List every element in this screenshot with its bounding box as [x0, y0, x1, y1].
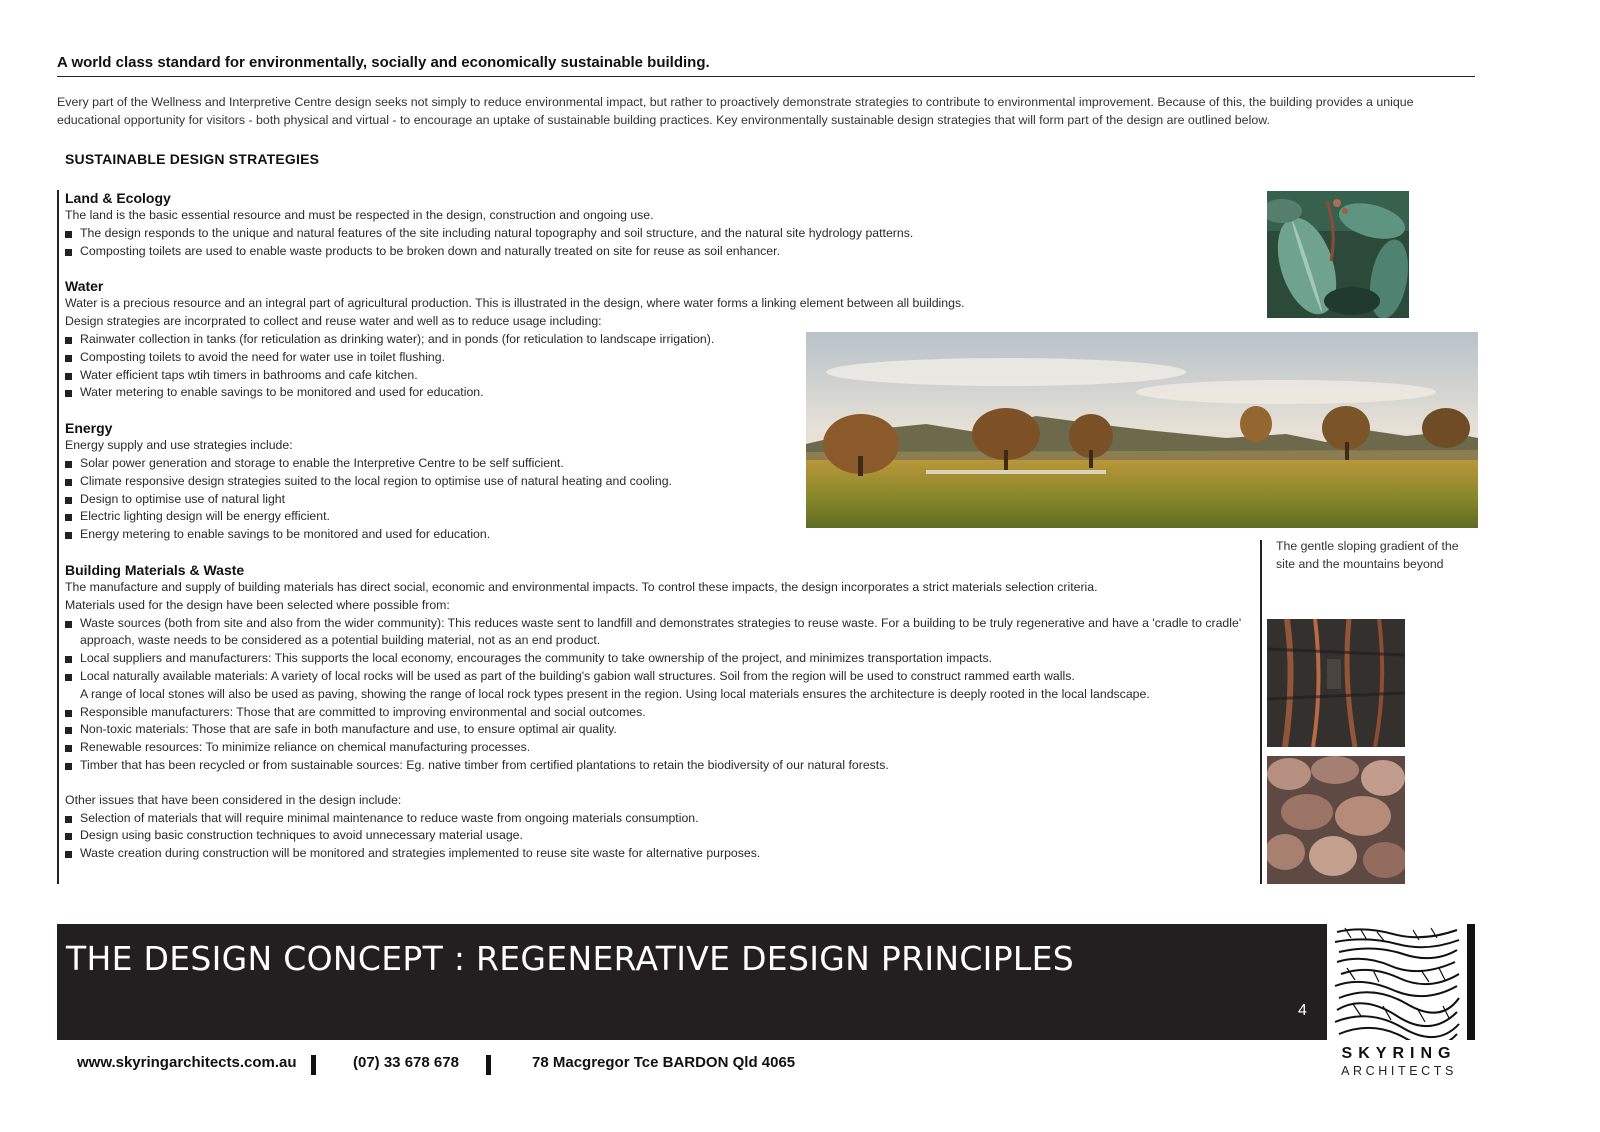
list-item: Energy metering to enable savings to be monitored and used for education. [65, 526, 1245, 544]
land-ecology-text: The land is the basic essential resource and must be respected in the design, construction and ongoing use. [65, 208, 654, 222]
list-item: Non-toxic materials: Those that are safe in both manufacture and use, to ensure optimal air quality. [65, 721, 1245, 739]
footer-separator [311, 1055, 316, 1075]
list-item: Water efficient taps wtih timers in bathrooms and cafe kitchen. [65, 367, 1245, 385]
materials-text: The manufacture and supply of building materials has direct social, economic and environmental impacts. To control these impacts, the design incorporates a strict materials selection criteria. [65, 579, 1098, 594]
list-item: Water metering to enable savings to be monitored and used for education. [65, 384, 1245, 402]
list-item-text: Local naturally available materials: A variety of local rocks will be used as part of the building's gabion wall structures. Soil from the region will be used to construct rammed earth walls. [80, 668, 1075, 683]
list-item: Waste creation during construction will be monitored and strategies implemented to reuse site waste for alternative purposes. [65, 845, 1245, 863]
materials-text: Materials used for the design have been selected where possible from: [65, 597, 450, 612]
caption-line: site and the mountains beyond [1276, 557, 1444, 571]
intro-paragraph: Every part of the Wellness and Interpretive Centre design seeks not simply to reduce environmental impact, but rather to proactively demonstrate strategies to contribute to environmental improvement. Because of this, the building provides a unique educational opportunity for visitors - both physical and virtual - to encourage an uptake of sustainable building practices. Key environmentally sustainable design strategies that will form part of the design are outlined below. [57, 95, 1414, 127]
energy-text: Energy supply and use strategies include: [65, 438, 293, 453]
caption-rule [1260, 540, 1262, 884]
other-issues-text: Other issues that have been considered in the design include: [65, 792, 402, 807]
rocks-photo [1267, 756, 1405, 884]
eucalyptus-leaves-photo [1267, 191, 1409, 318]
energy-heading: Energy [65, 420, 113, 437]
list-item: Design using basic construction techniques to avoid unnecessary material usage. [65, 827, 1245, 845]
list-item: Rainwater collection in tanks (for reticulation as drinking water); and in ponds (for reticulation to landscape irrigation). [65, 331, 1245, 349]
list-item: Design to optimise use of natural light [65, 491, 1245, 509]
skyring-logo-icon [1333, 924, 1461, 1040]
footer-address: 78 Macgregor Tce BARDON Qld 4065 [532, 1054, 796, 1071]
bark-photo [1267, 619, 1405, 747]
list-item: Responsible manufacturers: Those that are committed to improving environmental and social outcomes. [65, 704, 1245, 722]
list-item: Timber that has been recycled or from sustainable sources: Eg. native timber from certified plantations to retain the biodiversity of our natural forests. [65, 757, 1245, 775]
list-item [65, 668, 1245, 704]
list-item: Composting toilets are used to enable waste products to be broken down and naturally treated on site for reuse as soil enhancer. [65, 243, 1245, 261]
caption-line: The gentle sloping gradient of the [1276, 539, 1459, 553]
list-item-text: A range of local stones will also be used as paving, showing the range of local rock types present in the region. Using local materials ensures the architecture is deeply rooted in the local landscape. [80, 686, 1150, 701]
landscape-caption [1276, 537, 1476, 573]
list-item: The design responds to the unique and natural features of the site including natural topography and soil structure, and the natural site hydrology patterns. [65, 225, 1245, 243]
section-title: SUSTAINABLE DESIGN STRATEGIES [65, 151, 320, 167]
left-rule [57, 190, 59, 884]
list-item: Composting toilets to avoid the need for water use in toilet flushing. [65, 349, 1245, 367]
list-item: Electric lighting design will be energy efficient. [65, 508, 1245, 526]
list-item: Solar power generation and storage to enable the Interpretive Centre to be self sufficient. [65, 455, 1245, 473]
page-headline: A world class standard for environmentally, socially and economically sustainable building. [57, 54, 1475, 77]
page-number: 4 [1298, 1002, 1307, 1019]
strategies-content [65, 189, 1245, 880]
logo-bar [1467, 924, 1475, 1040]
list-item: Climate responsive design strategies suited to the local region to optimise use of natural heating and cooling. [65, 473, 1245, 491]
list-item [65, 615, 1245, 651]
list-item: Selection of materials that will require minimal maintenance to reduce waste from ongoing materials consumption. [65, 810, 1245, 828]
list-item-text: approach, waste needs to be considered as a potential building material, not as an end product. [80, 633, 601, 648]
logo-subtitle: ARCHITECTS [1341, 1064, 1457, 1078]
water-text: Design strategies are incorprated to collect and reuse water and well as to reduce usage including: [65, 314, 602, 329]
list-item: Renewable resources: To minimize reliance on chemical manufacturing processes. [65, 739, 1245, 757]
list-item: Local suppliers and manufacturers: This supports the local economy, encourages the community to take ownership of the project, and minimizes transportation impacts. [65, 650, 1245, 668]
logo-name: SKYRING [1341, 1045, 1457, 1062]
landscape-photo [806, 332, 1478, 528]
water-heading: Water [65, 278, 104, 295]
water-text: Water is a precious resource and an integral part of agricultural production. This is illustrated in the design, where water forms a linking element between all buildings. [65, 296, 965, 311]
materials-heading: Building Materials & Waste [65, 561, 245, 578]
land-ecology-heading: Land & Ecology [65, 190, 171, 206]
list-item-text: Waste sources (both from site and also from the wider community): This reduces waste sent to landfill and demonstrates strategies to reuse waste. For a building to be truly regenerative and have a 'cradle to cradle' [80, 615, 1242, 630]
materials-section [65, 561, 1245, 863]
footer-website: www.skyringarchitects.com.au [77, 1054, 297, 1071]
footer-phone: (07) 33 678 678 [353, 1054, 459, 1071]
footer-separator [486, 1055, 491, 1075]
banner-title: THE DESIGN CONCEPT : REGENERATIVE DESIGN PRINCIPLES [66, 939, 1074, 978]
land-ecology-section [65, 189, 1245, 260]
